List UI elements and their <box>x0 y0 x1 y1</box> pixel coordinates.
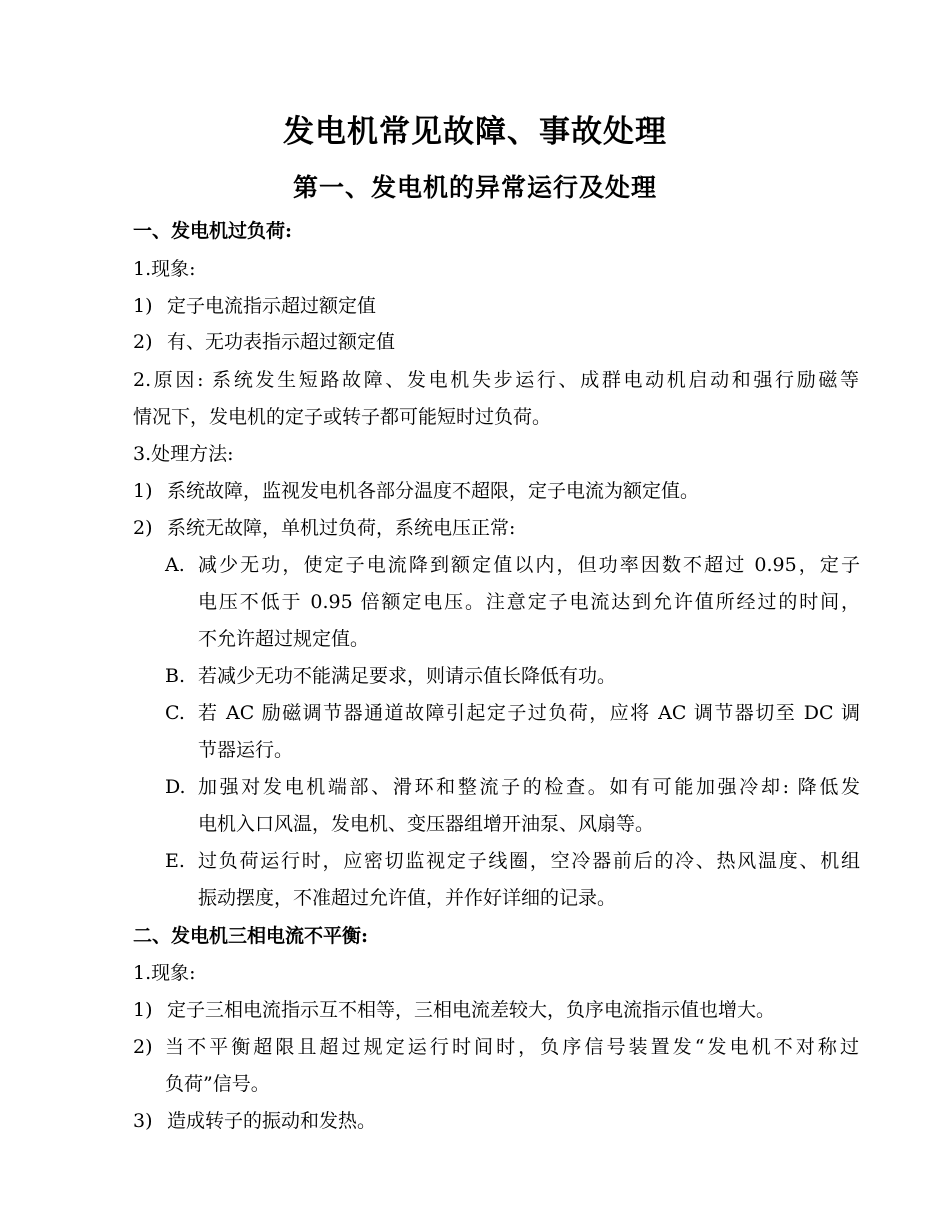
item-text: 定子电流指示超过额定值 <box>167 295 377 317</box>
item-text: 系统故障，监视发电机各部分温度不超限，定子电流为额定值。 <box>167 480 700 502</box>
step-text-line: 节器运行。 <box>198 739 294 761</box>
cause-paragraph-line: 2.原因: 系统发生短路故障、发电机失步运行、成群电动机启动和强行励磁等 <box>133 369 859 391</box>
step-text-line: 电机入口风温，发电机、变压器组增开油泵、风扇等。 <box>198 813 655 835</box>
step-letter: E. <box>165 850 185 872</box>
step-letter: B. <box>165 665 186 687</box>
phenomenon-label: 1.现象: <box>133 962 196 984</box>
item-text: 系统无故障，单机过负荷，系统电压正常: <box>167 517 516 539</box>
section-heading: 一、发电机过负荷: <box>133 220 293 242</box>
item-text-line: 负荷”信号。 <box>165 1073 270 1095</box>
item-text-line: 当不平衡超限且超过规定运行时间时，负序信号装置发“发电机不对称过 <box>165 1036 859 1058</box>
step-text-line: 若减少无功不能满足要求，则请示值长降低有功。 <box>198 665 617 687</box>
page-title: 发电机常见故障、事故处理 <box>283 114 667 150</box>
step-text-line: 减少无功，使定子电流降到额定值以内，但功率因数不超过 0.95，定子 <box>198 554 860 576</box>
item-text: 造成转子的振动和发热。 <box>167 1110 377 1132</box>
step-text-line: 不允许超过规定值。 <box>198 628 370 650</box>
step-letter: C. <box>165 702 185 724</box>
list-item <box>133 996 775 1024</box>
item-text: 定子三相电流指示互不相等，三相电流差较大，负序电流指示值也增大。 <box>167 999 776 1021</box>
item-number: 2) <box>133 1036 153 1058</box>
item-number: 2) <box>133 517 153 539</box>
list-item <box>133 1107 376 1135</box>
phenomenon-label: 1.现象: <box>133 258 196 280</box>
method-label: 3.处理方法: <box>133 443 234 465</box>
step-letter: A. <box>165 554 185 576</box>
cause-paragraph-line: 情况下，发电机的定子或转子都可能短时过负荷。 <box>133 406 552 428</box>
item-text: 有、无功表指示超过额定值 <box>167 331 396 353</box>
step-text-line: 振动摆度，不准超过允许值，并作好详细的记录。 <box>198 887 617 909</box>
item-number: 1) <box>133 999 153 1021</box>
item-number: 1) <box>133 295 153 317</box>
item-number: 3) <box>133 1110 153 1132</box>
step-text-line: 过负荷运行时，应密切监视定子线圈，空冷器前后的冷、热风温度、机组 <box>198 850 860 872</box>
step-text-line: 加强对发电机端部、滑环和整流子的检查。如有可能加强冷却: 降低发 <box>198 776 860 798</box>
list-item <box>133 328 395 356</box>
step-text-line: 若 AC 励磁调节器通道故障引起定子过负荷，应将 AC 调节器切至 DC 调 <box>198 702 860 724</box>
item-number: 2) <box>133 331 153 353</box>
section-heading: 二、发电机三相电流不平衡: <box>133 925 369 947</box>
step-letter: D. <box>165 776 186 798</box>
list-item <box>133 292 376 320</box>
step-text-line: 电压不低于 0.95 倍额定电压。注意定子电流达到允许值所经过的时间， <box>198 591 860 613</box>
item-number: 1) <box>133 480 153 502</box>
list-item <box>133 477 699 505</box>
list-item <box>133 514 515 542</box>
chapter-title: 第一、发电机的异常运行及处理 <box>292 173 657 202</box>
